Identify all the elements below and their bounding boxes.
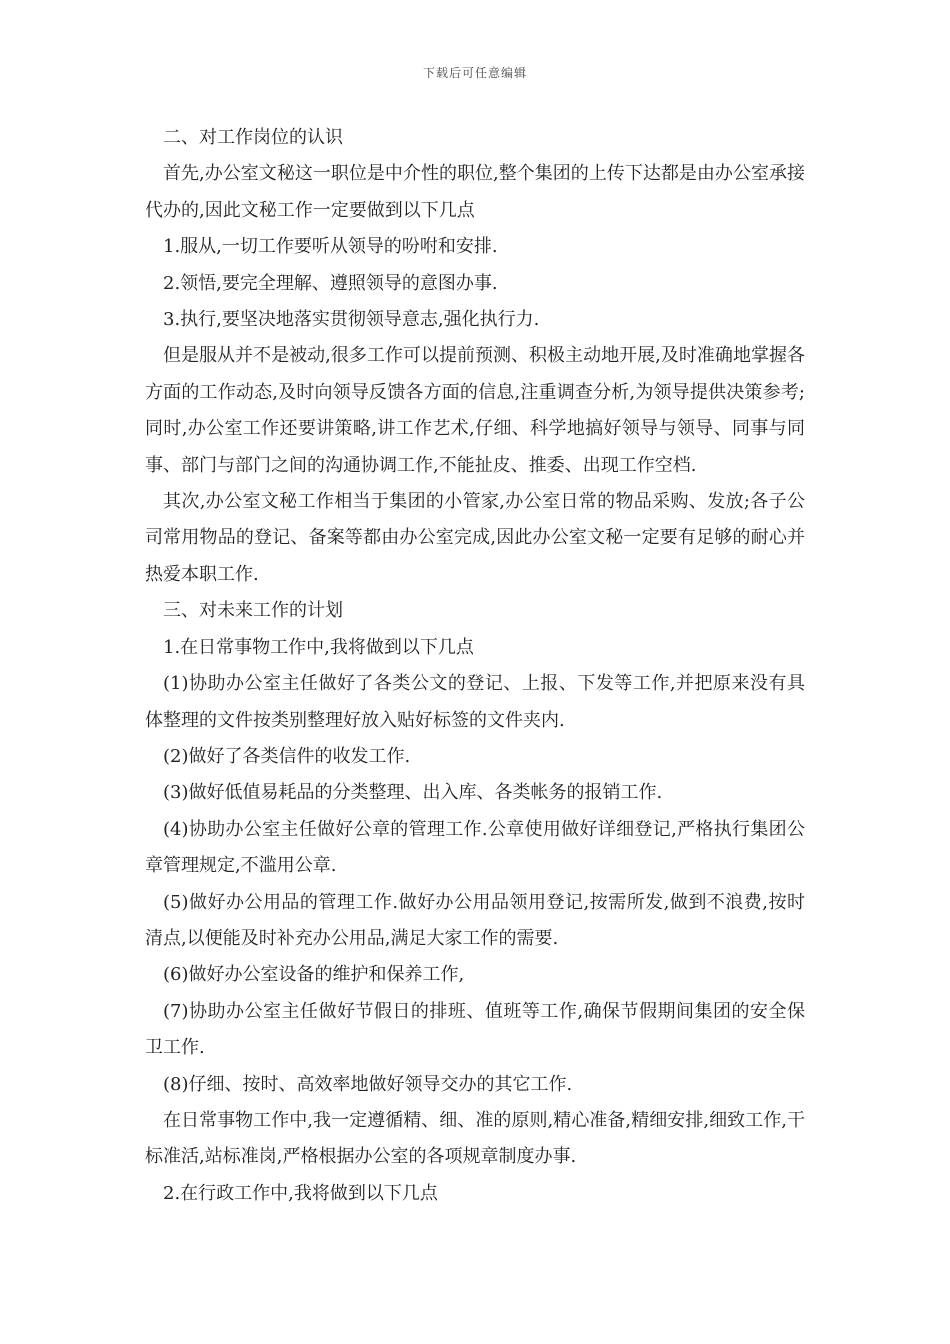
- list-item: 2.领悟,要完全理解、遵照领导的意图办事.: [163, 272, 498, 294]
- paragraph: 但是服从并不是被动,很多工作可以提前预测、积极主动地开展,及时准确地掌握各方面的工作动态,及时向领导反馈各方面的信息,注重调查分析,为领导提供决策参考;同时,办公室工作还要讲策略,讲工作艺术,仔细、科学地搞好领导与领导、同事与同事、部门与部门之间的沟通协调工作,不能扯皮、推委、出现工作空档.: [145, 345, 805, 476]
- list-item: (5)做好办公用品的管理工作.做好办公用品领用登记,按需所发,做到不浪费,按时清点,以便能及时补充办公用品,满足大家工作的需要.: [145, 891, 805, 949]
- list-item: (6)做好办公室设备的维护和保养工作,: [163, 964, 465, 986]
- page-header: 下载后可任意编辑: [422, 66, 527, 80]
- list-item: 1.服从,一切工作要听从领导的吩咐和安排.: [163, 236, 498, 258]
- paragraph: 首先,办公室文秘这一职位是中介性的职位,整个集团的上传下达都是由办公室承接代办的,因此文秘工作一定要做到以下几点: [145, 163, 805, 221]
- list-item: (7)协助办公室主任做好节假日的排班、值班等工作,确保节假期间集团的安全保卫工作.: [145, 1000, 805, 1059]
- paragraph: 在日常事物工作中,我一定遵循精、细、准的原则,精心准备,精细安排,细致工作,干标准活,站标准岗,严格根据办公室的各项规章制度办事.: [145, 1109, 805, 1168]
- section-heading: 三、对未来工作的计划: [163, 600, 343, 622]
- list-item: 3.执行,要坚决地落实贯彻领导意志,强化执行力.: [163, 309, 540, 331]
- section-heading: 二、对工作岗位的认识: [163, 127, 343, 148]
- list-item: (3)做好低值易耗品的分类整理、出入库、各类帐务的报销工作.: [163, 782, 663, 804]
- list-item: (2)做好了各类信件的收发工作.: [163, 745, 411, 767]
- paragraph: 其次,办公室文秘工作相当于集团的小管家,办公室日常的物品采购、发放;各子公司常用物品的登记、备案等都由办公室完成,因此办公室文秘一定要有足够的耐心并热爱本职工作.: [145, 491, 805, 585]
- list-item: (8)仔细、按时、高效率地做好领导交办的其它工作.: [163, 1073, 573, 1095]
- document-body: [145, 120, 805, 1212]
- list-item: 1.在日常事物工作中,我将做到以下几点: [163, 636, 474, 658]
- list-item: (1)协助办公室主任做好了各类公文的登记、上报、下发等工作,并把原来没有具体整理的文件按类别整理好放入贴好标签的文件夹内.: [145, 673, 805, 731]
- list-item: 2.在行政工作中,我将做到以下几点: [163, 1182, 438, 1204]
- list-item: (4)协助办公室主任做好公章的管理工作.公章使用做好详细登记,严格执行集团公章管理规定,不滥用公章.: [145, 818, 805, 877]
